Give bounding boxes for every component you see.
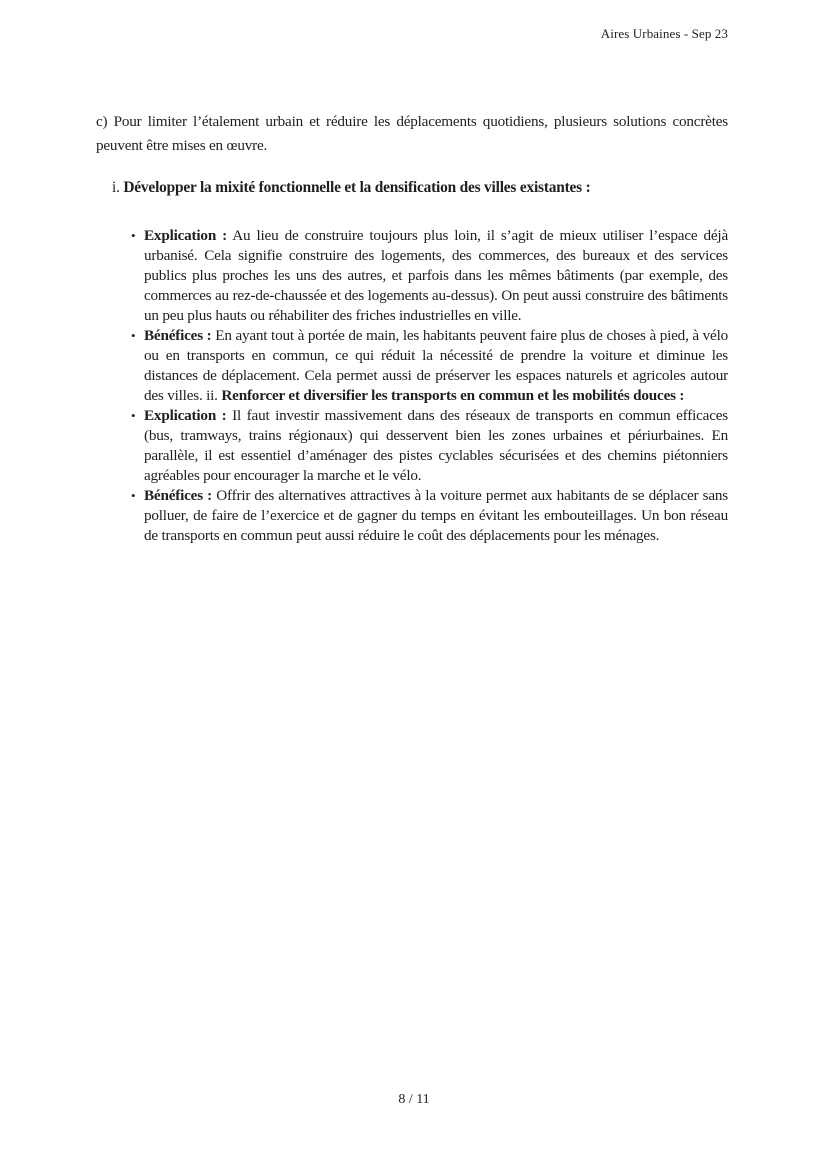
bullet-label: Bénéfices : [144, 327, 212, 344]
bullet-icon: • [131, 488, 136, 503]
bullet-icon: • [131, 408, 136, 423]
list-item [96, 486, 728, 546]
bullet-bold-subheading: Renforcer et diversifier les transports en commun et les mobilités douces : [221, 387, 685, 404]
bullet-label: Explication : [144, 407, 227, 424]
page-number: 8 / 11 [398, 1092, 430, 1107]
section-title: Développer la mixité fonctionnelle et la densification des villes existantes : [123, 179, 591, 196]
bullet-text: En ayant tout à portée de main, les habitants peuvent faire plus de choses à pied, à vélo ou en transports en commun, ce qui réduit la nécessité de prendre la voiture et diminue les distances de déplacement. Cela permet aussi de préserver les espaces naturels et agricoles autour des villes. ii. [144, 327, 728, 404]
list-item [96, 226, 728, 326]
section-heading [112, 176, 728, 200]
bullet-icon: • [131, 228, 136, 243]
list-item [96, 406, 728, 486]
bullet-label: Bénéfices : [144, 487, 213, 504]
intro-paragraph: c) Pour limiter l’étalement urbain et réduire les déplacements quotidiens, plusieurs solutions concrètes peuvent être mises en œuvre. [96, 113, 728, 154]
bullet-text: Il faut investir massivement dans des réseaux de transports en commun efficaces (bus, tramways, trains régionaux) qui desservent bien les zones urbaines et périurbaines. En parallèle, il est essentiel d’aménager des pistes cyclables sécurisées et des chemins piétonniers agréables pour encourager la marche et le vélo. [144, 407, 728, 484]
section-marker: i. [112, 179, 120, 196]
bullet-label: Explication : [144, 227, 228, 244]
page-header: Aires Urbaines - Sep 23 [600, 26, 728, 41]
bullet-text: Offrir des alternatives attractives à la voiture permet aux habitants de se déplacer sans polluer, de faire de l’exercice et de gagner du temps en évitant les embouteillages. Un bon réseau de transports en commun peut aussi réduire le coût des déplacements pour les ménages. [144, 487, 728, 544]
bullet-icon: • [131, 328, 136, 343]
bullet-list [96, 226, 728, 546]
list-item [96, 326, 728, 406]
bullet-text: Au lieu de construire toujours plus loin, il s’agit de mieux utiliser l’espace déjà urbanisé. Cela signifie construire des logements, des commerces, des bureaux et des services publics plus proches les uns des autres, et parfois dans les mêmes bâtiments (par exemple, des commerces au rez-de-chaussée et des logements au-dessus). On peut aussi construire des bâtiments un peu plus hauts ou réhabiliter des friches industrielles en ville. [144, 227, 728, 324]
